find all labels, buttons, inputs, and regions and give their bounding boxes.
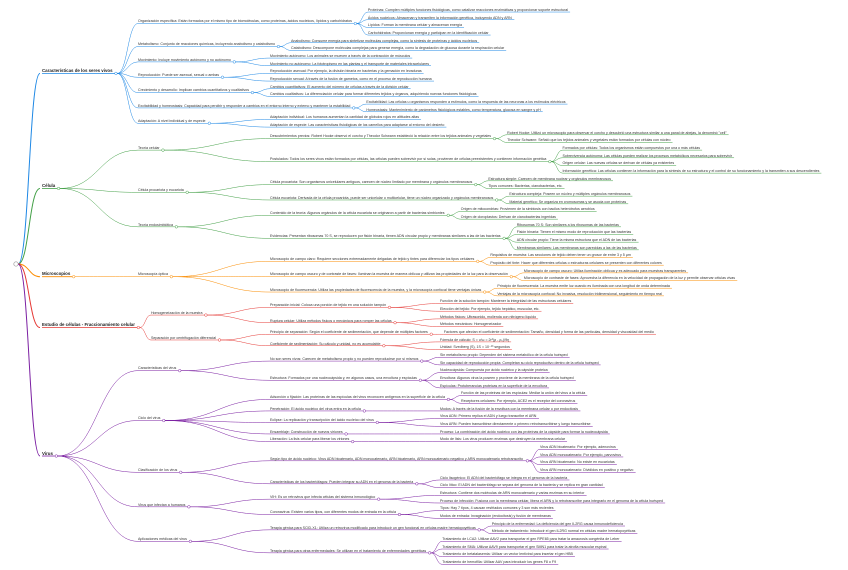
node-collapse-dot xyxy=(162,149,165,152)
connector-line xyxy=(477,181,488,185)
connector-line xyxy=(182,461,270,473)
node-collapse-dot xyxy=(57,187,60,190)
connector-line xyxy=(117,73,138,108)
leaf-node[interactable]: Unidad: Svedberg (S), 1S = 10⁻¹³ segundos xyxy=(440,345,510,350)
leaf-node[interactable]: Virus ADN monocatenario: Por ejemplo, parvovirus xyxy=(540,452,622,457)
node-collapse-dot xyxy=(474,183,477,186)
connector-line xyxy=(165,399,270,420)
leaf-node[interactable]: Microscopio de contraste de fases: Aprovecha la diferencia en la velocidad de propagación de la luz y permite observar células vivas xyxy=(523,276,736,281)
node-collapse-dot xyxy=(549,160,552,163)
leaf-node[interactable]: Catabolismo: Descompone moléculas complejas para generar energía, como la degradación de glucosa durante la respiración celular xyxy=(291,46,505,51)
leaf-node[interactable]: Movimiento no autónomo: La fototropismo en las plantas y el transporte de materiales intracelulares xyxy=(270,61,430,66)
leaf-node[interactable]: Reproducción sexual: A través de la fusión de gametos, como en el proceso de reproducción humana xyxy=(270,76,432,81)
connector-line xyxy=(58,456,138,541)
node-collapse-dot xyxy=(137,326,140,329)
subtopic-node[interactable]: Postulados: Todos los seres vivos están formados por células, las células pueden sobrevivir por sí solas, provienen de células preexistentes y contienen información genética xyxy=(270,157,547,162)
connector-line xyxy=(280,43,291,47)
leaf-node[interactable]: Cambios cualitativos: La diferenciación celular para formar diferentes tejidos y órganos, adquiriendo nuevas funciones fisiológicas xyxy=(270,92,477,97)
leaf-node[interactable]: Robert Hooke: Utilizó un microscopio para observar el corcho y descubrió una estructura similar a una panal de abejas, la denominó "cell" xyxy=(507,130,727,135)
node-collapse-dot xyxy=(495,199,498,202)
branch-topic[interactable]: Célula xyxy=(42,183,56,189)
leaf-node[interactable]: Carbohidratos: Proporcionan energía y participan en la identificación celular xyxy=(367,30,489,35)
connector-line xyxy=(224,73,270,77)
connector-line xyxy=(496,139,507,143)
leaf-node[interactable]: Estructura compleja: Poseen un núcleo y múltiples orgánulos membranosos xyxy=(509,191,631,196)
node-collapse-dot xyxy=(419,379,422,382)
node-collapse-dot xyxy=(251,91,254,94)
leaf-node[interactable]: Tratamiento de LCA2: Utilizar AAV2 para transportar el gen RPE65 para tratar la amaurosis congénita de Leber xyxy=(442,537,620,542)
connector-line xyxy=(140,328,151,340)
connector-line xyxy=(164,150,270,162)
connector-line xyxy=(496,135,507,139)
connector-line xyxy=(498,200,509,204)
node-collapse-dot xyxy=(363,410,366,413)
node-collapse-dot xyxy=(526,460,529,463)
connector-line xyxy=(379,419,440,423)
leaf-node[interactable]: Información genética: Las células contienen la información para la síntesis de su estructura y el control de su funcionamiento y la transmiten a sus descendientes xyxy=(562,168,820,173)
connector-line xyxy=(18,264,40,456)
connector-line xyxy=(479,261,490,265)
connector-line xyxy=(173,277,270,292)
leaf-node[interactable]: Elección del tejido: Por ejemplo, tejido hepático, muscular, etc. xyxy=(440,307,540,311)
leaf-node[interactable]: Virus ADN: Primero replica el ADN y luego transcribe el ARN xyxy=(440,414,537,419)
node-collapse-dot xyxy=(72,275,75,278)
node-collapse-dot xyxy=(178,369,181,372)
connector-line xyxy=(18,73,40,264)
subtopic-node[interactable]: Ensamblaje: Construcción de nuevos viriones xyxy=(270,429,343,434)
connector-line xyxy=(379,422,440,426)
leaf-node[interactable]: Receptores celulares: Por ejemplo, ACE2 es el receptor del coronavirus xyxy=(461,399,576,404)
leaf-node[interactable]: Nucleocápsida: Compuesta por ácido nucleico y la cápside proteica xyxy=(440,368,548,373)
subtopic-node[interactable]: Liberación: La lisis celular para liberar los viriones xyxy=(270,437,350,442)
connector-line xyxy=(117,73,138,123)
connector-line xyxy=(224,77,270,81)
connector-line xyxy=(58,421,138,456)
leaf-node[interactable]: Fórmula de cálculo: S = v/ω = 2r²(ρ - ρ₀)/9η xyxy=(440,337,510,342)
leaf-node[interactable]: Tipos comunes: Bacterias, cianobacterias, etc. xyxy=(488,184,563,189)
connector-line xyxy=(207,315,270,323)
leaf-node[interactable]: Ventajas de la microscopía confocal: No invasiva, resolución tridimensional, seguimiento en tiempo real xyxy=(497,291,662,296)
connector-line xyxy=(181,371,270,381)
connector-line xyxy=(450,211,461,215)
connector-line xyxy=(181,361,270,371)
subtopic-node[interactable]: Aplicaciones médicas del virus xyxy=(138,537,187,542)
node-collapse-dot xyxy=(510,275,513,278)
leaf-node[interactable]: Modos de entrada: Invaginación (endocitosis) y fusión de membranas xyxy=(440,514,551,519)
subtopic-node[interactable]: Microscopio de campo claro: Requiere secciones extremadamente delgadas de tejido y tintes para diferenciar los tipos celulares xyxy=(270,257,475,262)
connector-line xyxy=(207,307,270,315)
leaf-node[interactable]: Métodos mecánicos: Homogeneizador xyxy=(440,322,502,327)
leaf-node[interactable]: Virus ARN monocatenario: Divididos en positivo y negativo xyxy=(540,468,634,473)
connector-line xyxy=(486,288,497,292)
node-collapse-dot xyxy=(188,506,191,509)
connector-line xyxy=(423,357,440,361)
connector-line xyxy=(60,188,138,226)
branch-topic[interactable]: Virus xyxy=(42,450,53,456)
subtopic-node[interactable]: Estructura: Formados por una nucleocápsida y, en algunos casos, una envoltura y espículas xyxy=(270,376,417,381)
connector-line xyxy=(422,380,440,388)
leaf-node[interactable]: Homeostasis: Mantenimiento de parámetros fisiológicos estables, como temperatura, glucosa en sangre y pH xyxy=(366,107,541,112)
node-collapse-dot xyxy=(345,433,348,436)
node-collapse-dot xyxy=(351,440,354,443)
subtopic-node[interactable]: Contenido de la teoría: Algunos orgánulos de la célula eucariota se originaron a partir de bacterias simbiontes xyxy=(270,211,445,216)
subtopic-node[interactable]: Crecimiento y desarrollo: Implican cambios cuantitativos y cualitativos xyxy=(138,88,250,93)
node-collapse-dot xyxy=(421,360,424,363)
connector-line xyxy=(396,319,440,323)
connector-line xyxy=(192,530,270,542)
subtopic-node[interactable]: Célula procariota: Son organismos unicelulares antiguos, carecen de núcleo limitado por membrana y orgánulos membranosos xyxy=(270,180,473,185)
connector-line xyxy=(422,373,440,381)
subtopic-node[interactable]: No son seres vivos: Carecen de metabolismo propio y no pueden reproducirse por sí mismos xyxy=(270,356,419,361)
leaf-node[interactable]: Virus ARN: Pueden transcribirse directamente o primero retrotranscribirse y luego transcribirse xyxy=(440,422,591,427)
subtopic-node[interactable]: Adsorción o fijación: Las proteínas de las espículas del virus reconocen antígenos en la superficie de la célula xyxy=(270,395,446,400)
leaf-node[interactable]: Microscopio de campo oscuro: Utiliza iluminación oblicua y es adecuado para muestras transparentes xyxy=(523,268,687,273)
connector-line xyxy=(173,261,270,276)
subtopic-node[interactable]: Movimiento: Incluye movimiento autónomo y no autónomo xyxy=(138,57,231,62)
connector-line xyxy=(355,108,366,112)
connector-line xyxy=(58,371,138,456)
connector-line xyxy=(355,104,366,108)
node-collapse-dot xyxy=(483,291,486,294)
connector-line xyxy=(18,188,40,264)
leaf-node[interactable]: Formados por células: Todos los organismos están compuestos por una o más células xyxy=(562,145,701,150)
subtopic-node[interactable]: Terapia génica para otras enfermedades: Se utilizan en el tratamiento de enfermedades genéticas xyxy=(270,548,427,553)
node-collapse-dot xyxy=(394,321,397,324)
subtopic-node[interactable]: Homogeneización de la muestra xyxy=(150,310,203,315)
connector-line xyxy=(178,215,270,227)
leaf-node[interactable]: Principio de fluorescencia: La muestra emite luz cuando es iluminada con una longitud de onda determinada xyxy=(497,284,670,288)
connector-line xyxy=(401,515,440,519)
connector-line xyxy=(480,526,491,530)
connector-line xyxy=(188,192,270,200)
node-collapse-dot xyxy=(189,540,192,543)
leaf-node[interactable]: Material genético: Se organiza en cromosomas y se asocia con proteínas xyxy=(509,199,627,204)
subtopic-node[interactable]: Excitabilidad y homeostasis: Capacidad para percibir y responder a cambios en el entorno interno y externo y mantener la estabilidad xyxy=(138,103,351,108)
leaf-node[interactable]: Modo de lisis: Los virus producen enzimas que destruyen la membrana celular xyxy=(440,437,566,442)
subtopic-node[interactable]: Descubrimientos previos: Robert Hooke observó el corcho y Theodor Schwann estableció la relación entre los tejidos animales y vegetales xyxy=(270,134,492,139)
root-node xyxy=(14,262,18,266)
node-collapse-dot xyxy=(388,306,391,309)
connector-line xyxy=(221,340,270,346)
subtopic-node[interactable]: Microscopía óptica xyxy=(138,272,168,277)
subtopic-node[interactable]: Teoría endosimbiótica xyxy=(138,222,173,227)
node-collapse-dot xyxy=(233,61,236,64)
subtopic-node[interactable]: Coronavirus: Existen varios tipos, con diferentes modos de entrada en la célula xyxy=(270,510,397,515)
node-collapse-dot xyxy=(170,275,173,278)
leaf-node[interactable]: Sin metabolismo propio: Dependen del sistema metabólico de la célula huésped xyxy=(440,353,568,358)
branch-topic[interactable]: Estudio de células - Fraccionamiento celular xyxy=(42,322,135,328)
leaf-node[interactable]: Cambios cuantitativos: El aumento del número de células a través de la división celular xyxy=(270,84,409,89)
node-collapse-dot xyxy=(354,22,357,25)
connector-line xyxy=(117,73,138,92)
node-collapse-dot xyxy=(55,455,58,458)
leaf-node[interactable]: Tratamiento de SMA: Utilizar AAV9 para transportar el gen SMN1 para tratar la atrofia muscular espinal xyxy=(442,544,607,549)
connector-line xyxy=(58,456,138,472)
branch-topic[interactable]: Microscopios xyxy=(42,271,71,277)
connector-line xyxy=(165,411,270,421)
node-collapse-dot xyxy=(398,513,401,516)
connector-line xyxy=(480,530,491,534)
connector-line xyxy=(380,495,440,499)
connector-line xyxy=(498,196,509,200)
leaf-node[interactable]: Lípidos: Forman la membrana celular y almacenan energía xyxy=(367,23,463,28)
subtopic-node[interactable]: Características del virus xyxy=(138,366,177,371)
leaf-node[interactable]: Método de tratamiento: Introducir el gen IL2RG normal en células madre hematopoyéticas xyxy=(491,529,636,534)
node-collapse-dot xyxy=(175,226,178,229)
node-collapse-dot xyxy=(383,344,386,347)
subtopic-node[interactable]: Ruptura celular: Utiliza métodos físicos o mecánicos para romper las células xyxy=(270,318,392,323)
leaf-node[interactable]: Excitabilidad: Las células u organismos responden a estímulos, como la respuesta de las neuronas a los estímulos eléctricos xyxy=(366,99,566,104)
leaf-node[interactable]: Virus ADN bicatenario: Por ejemplo, adenovirus xyxy=(540,445,616,450)
connector-line xyxy=(401,511,440,515)
subtopic-node[interactable]: Célula eucariota: Derivada de la célula procariota, puede ser unicelular o multicelular, tiene un núcleo organizado y orgánulos membranosos xyxy=(270,195,494,200)
leaf-node[interactable]: Estructura: Contiene dos moléculas de ARN monocatenario y varias enzimas en su interior xyxy=(440,491,585,496)
leaf-node[interactable]: Ciclo lítico: El ADN del bacteriófago se separa del genoma de la bacteria y se replica en gran cantidad xyxy=(440,483,603,488)
connector-line xyxy=(60,150,138,188)
leaf-node[interactable]: Origen celular: Las nuevas células se derivan de células ya existentes xyxy=(562,161,675,166)
connector-line xyxy=(190,507,270,515)
node-collapse-dot xyxy=(208,122,211,125)
subtopic-node[interactable]: Coeficiente de sedimentación: Su cálculo y unidad, no es acumulable xyxy=(270,341,381,346)
connector-line xyxy=(236,62,270,66)
leaf-node[interactable]: Tipos: Hay 7 tipos, 4 causan resfriados comunes y 3 son más recientes xyxy=(440,506,554,511)
subtopic-node[interactable]: Evidencias: Presentan ribosomas 70 S, se reproducen por fisión binaria, tienen ADN circular propio y membranas similares a las de las bacterias xyxy=(270,234,501,239)
leaf-node[interactable]: Ribosomas 70 S: Son similares a los ribosomas de las bacterias xyxy=(516,222,619,227)
subtopic-node[interactable]: Preparación inicial: Coloca una porción de tejido en una solución tampón xyxy=(270,303,387,308)
leaf-node[interactable]: Proteínas: Cumplen múltiples funciones fisiológicas, como catalizar reacciones enzimáticas y proporcionar soporte estructural xyxy=(367,7,569,12)
connector-line xyxy=(477,185,488,189)
subtopic-node[interactable]: Reproducción: Puede ser asexual, sexual o ambas xyxy=(138,73,220,78)
leaf-node[interactable]: Adaptación individual: Los humanos aumentan la cantidad de glóbulos rojos en altitudes altas xyxy=(270,115,420,120)
node-collapse-dot xyxy=(376,421,379,424)
connector-line xyxy=(385,342,440,346)
leaf-node[interactable]: Factores que afectan el coeficiente de sedimentación: Tamaño, densidad y forma de las partículas, densidad y viscosidad del medio xyxy=(443,330,654,335)
leaf-node[interactable]: Función de las proteínas de las espículas: Mediar la unión del virus a la célula xyxy=(461,391,586,396)
connector-line xyxy=(182,472,270,484)
leaf-node[interactable]: Propósito del tinte: Hacer que diferentes células o estructuras celulares se presenten con diferentes colores xyxy=(490,260,662,265)
node-collapse-dot xyxy=(186,191,189,194)
subtopic-node[interactable]: Terapia génica para SCID-X1: Utiliza un retrovirus modificado para introducir un gen funcional en células madre hematopoyéticas xyxy=(270,525,476,530)
subtopic-node[interactable]: Características de los bacteriófagos: Pueden integrar su ADN en el genoma de la bacteria xyxy=(270,479,414,484)
leaf-node[interactable]: Sobrevivencia autónoma: Las células pueden realizar los procesos metabólicos necesarios para sobrevivir xyxy=(562,153,733,158)
leaf-node[interactable]: Virus ARN bicatenario: No existe en eucariotas xyxy=(540,460,615,465)
subtopic-node[interactable]: Principio de separación: Según el coeficiente de sedimentación, que depende de múltiples factores xyxy=(270,330,428,335)
connector-line xyxy=(450,215,461,219)
connector-line xyxy=(385,346,440,350)
connector-line xyxy=(178,227,270,239)
leaf-node[interactable]: Modos: A través de la fusión de la envoltura con la membrana celular o por endocitosis xyxy=(440,406,579,411)
connector-line xyxy=(280,47,291,51)
node-collapse-dot xyxy=(476,260,479,263)
subtopic-node[interactable]: Clasificación de los virus xyxy=(138,468,178,473)
connector-line xyxy=(211,119,270,123)
connector-line xyxy=(188,185,270,193)
subtopic-node[interactable]: Microscopio de fluorescencia: Utiliza las propiedades de fluorescencia de la muestra, y la microscopía confocal tiene ventajas únicas xyxy=(270,287,482,292)
leaf-node[interactable]: Estructura simple: Carecen de membrana nuclear y orgánulos membranosos xyxy=(488,176,611,181)
leaf-node[interactable]: Sin capacidad de reproducción propia: Completan su ciclo reproductivo dentro de la célula huésped xyxy=(440,360,599,365)
node-collapse-dot xyxy=(205,314,208,317)
leaf-node[interactable]: Tratamiento de betatalasemia: Utilizar un vector lentiviral para insertar el gen HBB xyxy=(442,552,573,557)
branch-topic[interactable]: Características de los seres vivos xyxy=(42,68,113,74)
node-collapse-dot xyxy=(503,237,506,240)
subtopic-node[interactable]: Separación por centrifugación diferencial xyxy=(150,335,217,340)
node-collapse-dot xyxy=(218,339,221,342)
leaf-node[interactable]: Proceso: La combinación del ácido nucleico con las proteínas de la cápside para formar la nucleocápsida xyxy=(440,429,608,434)
leaf-node[interactable]: Adaptación de especie: Las características fisiológicas de los camellos para adaptarse al entorno del desierto xyxy=(270,122,445,127)
leaf-node[interactable]: Movimiento autónomo: Los animales se mueven a través de la contracción de músculos xyxy=(270,53,411,58)
subtopic-node[interactable]: Metabolismo: Conjunto de reacciones químicas, incluyendo anabolismo y catabolismo xyxy=(138,42,276,47)
connector-line xyxy=(117,24,138,74)
leaf-node[interactable]: Función de la solución tampón: Mantener la integridad de las estructuras celulares xyxy=(440,299,572,304)
connector-line xyxy=(211,123,270,127)
leaf-node[interactable]: Reproducción asexual: Por ejemplo, la división binaria en bacterias y la gemación en levaduras xyxy=(270,69,422,74)
connector-line xyxy=(18,264,40,328)
subtopic-node[interactable]: Teoría celular xyxy=(138,145,160,150)
connector-line xyxy=(513,277,524,281)
connector-line xyxy=(479,258,490,262)
leaf-node[interactable]: Principio de la enfermedad: La deficiencia del gen IL2RG causa inmunodeficiencia xyxy=(491,521,624,526)
node-collapse-dot xyxy=(377,498,380,501)
connector-line xyxy=(164,139,270,151)
node-collapse-dot xyxy=(447,398,450,401)
leaf-node[interactable]: Origen de cloroplastos: Derivan de cianobacterias ingeridas xyxy=(460,214,556,219)
subtopic-node[interactable]: Según tipo de ácido nucleico: Virus ADN bicatenario, ADN monocatenario, ARN bicatenario, ARN monocatenario negativo y ARN monocatenario retrotranscrito xyxy=(270,456,524,461)
node-collapse-dot xyxy=(430,333,433,336)
subtopic-node[interactable]: VIH: Es un retrovirus que infecta células del sistema inmunológico xyxy=(270,494,376,499)
connector-line xyxy=(513,273,524,277)
leaf-node[interactable]: Tratamiento de hemofilia: Utilizar AAV para introducir los genes F8 o F9 xyxy=(442,560,557,565)
node-collapse-dot xyxy=(179,471,182,474)
leaf-node[interactable]: Membranas similares: Las membranas son parecidas a las de las bacterias xyxy=(516,245,637,250)
subtopic-node[interactable]: Virus que infectan a humanos xyxy=(138,502,186,507)
subtopic-node[interactable]: Penetración: El ácido nucleico del virus entra en la célula xyxy=(270,406,361,411)
connector-line xyxy=(423,361,440,365)
node-collapse-dot xyxy=(277,45,280,48)
leaf-node[interactable]: Theodor Schwann: Señaló que los tejidos animales y vegetales están formados por células con núcleo xyxy=(507,138,671,143)
leaf-node[interactable]: Anabolismo: Consume energía para sintetizar moléculas complejas, como la síntesis de proteínas y ácidos nucleicos xyxy=(291,38,478,43)
node-collapse-dot xyxy=(352,107,355,110)
connector-line xyxy=(396,323,440,327)
subtopic-node[interactable]: Microscopio de campo oscuro y de contraste de fases: Iluminan la muestra de manera oblicua y utilizan las propiedades de la luz para la observación xyxy=(270,272,508,277)
leaf-node[interactable]: Requisitos de muestra: Las secciones de tejido deben tener un grosor de entre 3 y 5 µm xyxy=(490,253,631,258)
node-collapse-dot xyxy=(478,529,481,532)
node-collapse-dot xyxy=(416,483,419,486)
subtopic-node[interactable]: Organización específica: Están formados por el mismo tipo de biomoléculas, como proteínas, ácidos nucleicos, lípidos y carbohidratos xyxy=(138,19,352,24)
subtopic-node[interactable]: Adaptación: A nivel individual y de especie xyxy=(138,119,206,124)
node-collapse-dot xyxy=(162,419,165,422)
leaf-node[interactable]: Origen de mitocondrias: Provienen de la simbiosis con bacilos heterótrofos aerobios xyxy=(460,207,595,212)
connector-line xyxy=(418,480,440,484)
connector-line xyxy=(60,188,138,192)
subtopic-node[interactable]: Célula procariota y eucariota xyxy=(138,188,184,193)
node-collapse-dot xyxy=(493,137,496,140)
connector-line xyxy=(450,396,461,400)
leaf-node[interactable]: Métodos físicos: Ultrasonido, molienda con nitrógeno líquido xyxy=(440,314,537,319)
leaf-node[interactable]: Proceso de infección: Fusiona con la membrana celular, libera el ARN y lo retrotranscribe para integrarlo en el genoma de la célula huésped xyxy=(440,498,663,503)
subtopic-node[interactable]: Ciclo del virus xyxy=(138,416,161,421)
leaf-node[interactable]: ADN circular propio: Tiene la misma estructura que el ADN de las bacterias xyxy=(516,237,637,242)
node-collapse-dot xyxy=(447,214,450,217)
connector-line xyxy=(165,421,270,442)
leaf-node[interactable]: Ciclo lisogénico: El ADN del bacteriófago se integra en el genoma de la bacteria xyxy=(440,475,568,480)
node-collapse-dot xyxy=(115,72,118,75)
connector-line xyxy=(140,315,151,327)
connector-line xyxy=(190,499,270,507)
connector-line xyxy=(254,93,270,97)
connector-line xyxy=(254,89,270,93)
leaf-node[interactable]: Espículas: Protuberancias proteicas en la superficie de la envoltura xyxy=(440,383,548,388)
connector-line xyxy=(391,304,440,308)
leaf-node[interactable]: Ácidos nucleicos: Almacenan y transmiten la información genética, incluyendo ADN y ARN xyxy=(367,15,512,20)
connector-line xyxy=(450,399,461,403)
leaf-node[interactable]: Fisión binaria: Tienen el mismo modo de reproducción que las bacterias xyxy=(516,230,632,235)
connector-line xyxy=(221,334,270,340)
node-collapse-dot xyxy=(428,552,431,555)
connector-line xyxy=(418,484,440,488)
connector-line xyxy=(486,292,497,296)
connector-line xyxy=(117,47,138,74)
connector-line xyxy=(192,541,270,553)
connector-line xyxy=(391,307,440,311)
subtopic-node[interactable]: Eclipse: La replicación y transcripción del ácido nucleico del virus xyxy=(270,418,374,423)
connector-line xyxy=(236,58,270,62)
leaf-node[interactable]: Envoltura: Algunos virus la poseen y proviene de la membrana de la célula huésped xyxy=(440,376,574,381)
node-collapse-dot xyxy=(221,76,224,79)
connector-line xyxy=(380,499,440,503)
